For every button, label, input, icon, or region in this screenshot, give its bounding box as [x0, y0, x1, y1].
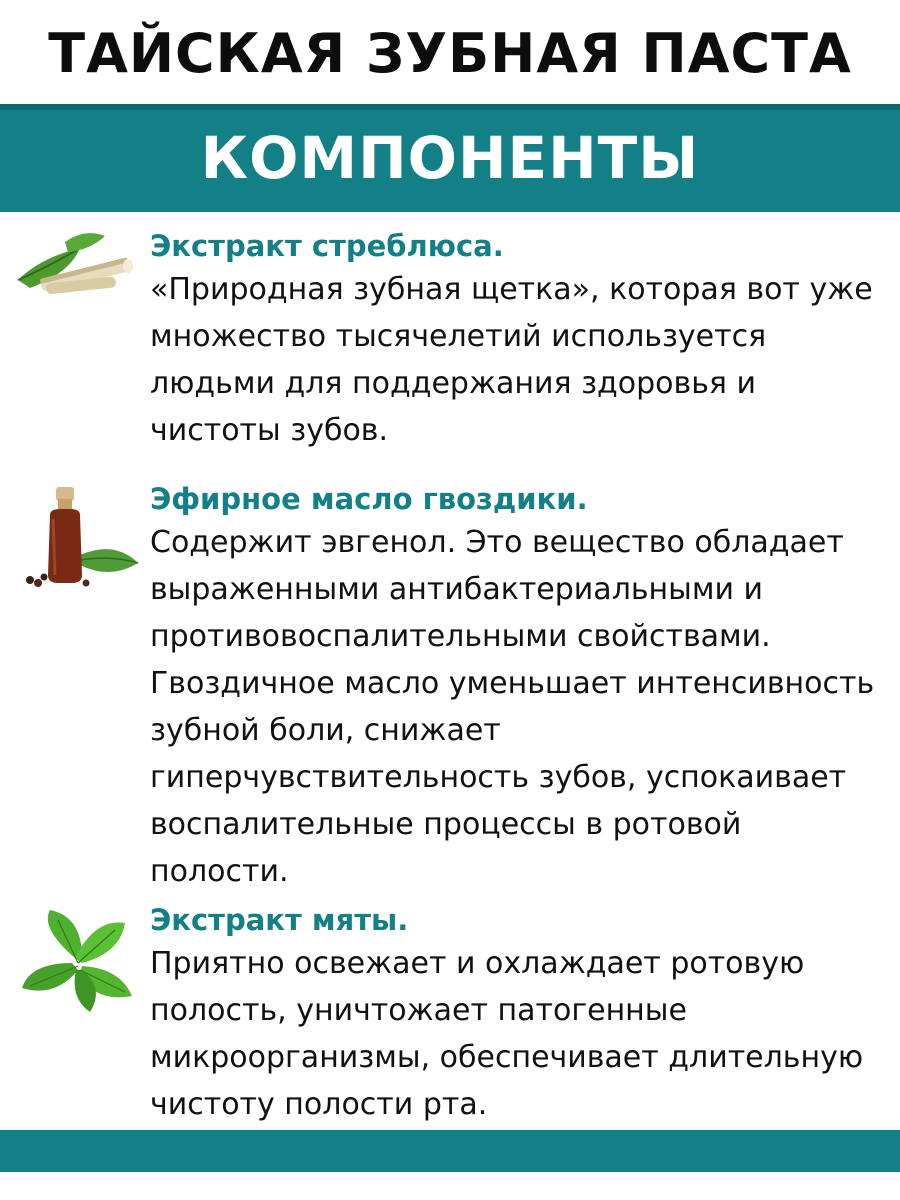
- banner-title: КОМПОНЕНТЫ: [200, 124, 700, 192]
- component-description: «Природная зубная щетка», которая вот уже множество тысячелетий используется людьми для поддержания здоровья и чистоты зубов.: [150, 272, 873, 448]
- component-heading: Экстракт мяты.: [150, 903, 409, 937]
- clove-oil-bottle-icon: [20, 485, 140, 590]
- section-banner: [0, 104, 900, 212]
- component-description: Содержит эвгенол. Это вещество обладает выраженными антибактериальными и противовоспалительными свойствами. Гвоздичное масло уменьшает интенсивность зубной боли, снижает гиперчувствительность зубов, успокаивает воспалительные процессы в ротовой полости.: [150, 525, 875, 889]
- component-heading: Экстракт стреблюса.: [150, 229, 504, 263]
- mint-leaves-icon: [20, 908, 135, 1013]
- component-heading: Эфирное масло гвоздики.: [150, 482, 588, 516]
- component-item: [150, 226, 880, 454]
- component-item: [150, 900, 880, 1128]
- component-item: [150, 479, 880, 895]
- component-description: Приятно освежает и охлаждает ротовую полость, уничтожает патогенные микроорганизмы, обеспечивает длительную чистоту полости рта.: [150, 946, 864, 1122]
- footer-bar: [0, 1130, 900, 1172]
- miswak-stick-icon: [10, 228, 135, 303]
- page-title: ТАЙСКАЯ ЗУБНАЯ ПАСТА: [48, 22, 852, 85]
